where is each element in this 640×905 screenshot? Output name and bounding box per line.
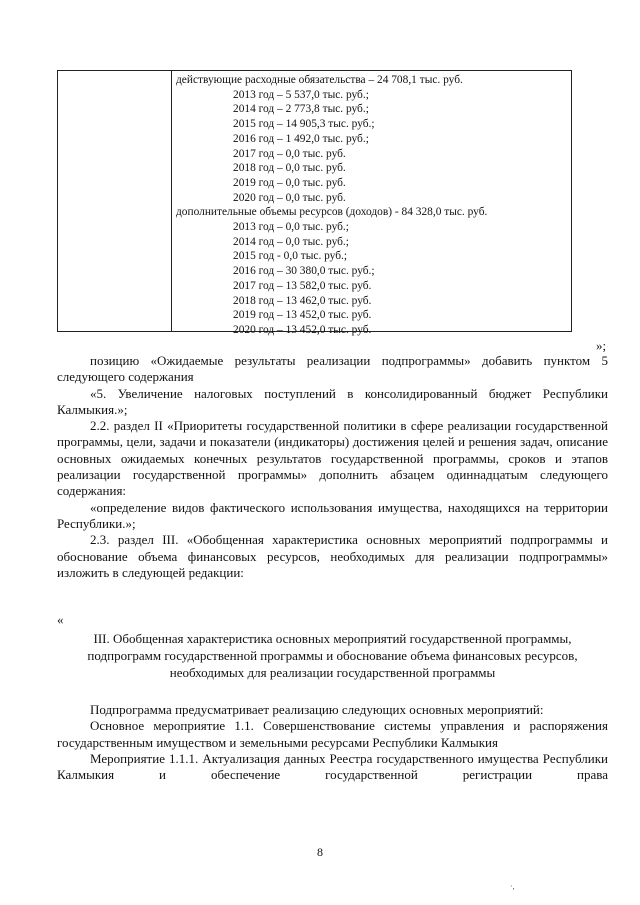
closing-quote: »; [596,338,607,353]
funding-table [57,70,572,336]
existing-obligations-label: действующие расходные обязательства – 24 708,1 тыс. руб. [176,74,463,86]
existing-year-row: 2014 год – 2 773,8 тыс. руб.; [233,103,369,116]
section-heading: III. Обобщенная характеристика основных мероприятий государственной программы, подпрограмм государственной программы и обоснование объема финансовых ресурсов, необходимых для реализации государственной программы [87,631,578,680]
additional-year-row: 2013 год – 0,0 тыс. руб.; [233,221,349,234]
amendment-text [57,353,608,581]
additional-year-row: 2016 год – 30 380,0 тыс. руб.; [233,265,375,278]
existing-year-row: 2016 год – 1 492,0 тыс. руб.; [233,132,369,145]
additional-year-row: 2017 год – 13 582,0 тыс. руб. [233,279,372,292]
additional-year-row: 2019 год – 13 452,0 тыс. руб. [233,309,372,322]
existing-year-row: 2019 год – 0,0 тыс. руб. [233,176,346,189]
additional-resources-label: дополнительные объемы ресурсов (доходов) - 84 328,0 тыс. руб. [176,206,488,219]
existing-year-row: 2015 год – 14 905,3 тыс. руб.; [233,118,375,131]
existing-year-row: 2013 год – 5 537,0 тыс. руб.; [233,88,369,101]
existing-year-row: 2020 год – 0,0 тыс. руб. [233,191,346,204]
scan-speck: ·, [510,882,515,891]
paragraph: позицию «Ожидаемые результаты реализации подпрограммы» добавить пунктом 5 следующего содержания [57,353,608,385]
section-body [57,702,608,783]
existing-year-row: 2018 год – 0,0 тыс. руб. [233,162,346,175]
additional-year-row: 2018 год – 13 462,0 тыс. руб. [233,294,372,307]
paragraph: «определение видов фактического использования имущества, находящихся на территории Республики.»; [57,499,608,531]
additional-year-row: 2014 год – 0,0 тыс. руб.; [233,235,349,248]
paragraph: Мероприятие 1.1.1. Актуализация данных Реестра государственного имущества Республики Калмыкия и обеспечение государственной регистрации права [57,750,608,783]
additional-year-row: 2015 год - 0,0 тыс. руб.; [233,250,348,263]
existing-year-row: 2017 год – 0,0 тыс. руб. [233,147,346,160]
table-column-divider [171,71,172,331]
page-number: 8 [317,845,323,859]
additional-year-row: 2020 год – 13 452,0 тыс. руб. [233,323,372,336]
paragraph: Подпрограмма предусматривает реализацию следующих основных мероприятий: [90,702,544,717]
opening-quote: « [57,612,64,627]
paragraph: 2.2. раздел II «Приоритеты государственной политики в сфере реализации государственной программы, цели, задачи и показатели (индикаторы) достижения целей и решения задач, описание основных ожидаемых конечных результатов государственной программы, сроков и этапов реализации государственной программы» дополнить абзацем одиннадцатым следующего содержания: [57,418,608,499]
funding-cell [176,73,487,338]
paragraph: «5. Увеличение налоговых поступлений в консолидированный бюджет Республики Калмыкия.»; [57,385,608,417]
paragraph: 2.3. раздел III. «Обобщенная характеристика основных мероприятий подпрограммы и обоснование объема финансовых ресурсов, необходимых для реализации подпрограммы» изложить в следующей редакции: [57,532,608,580]
paragraph: Основное мероприятие 1.1. Совершенствование системы управления и распоряжения государственным имуществом и земельными ресурсами Республики Калмыкия [57,718,608,750]
